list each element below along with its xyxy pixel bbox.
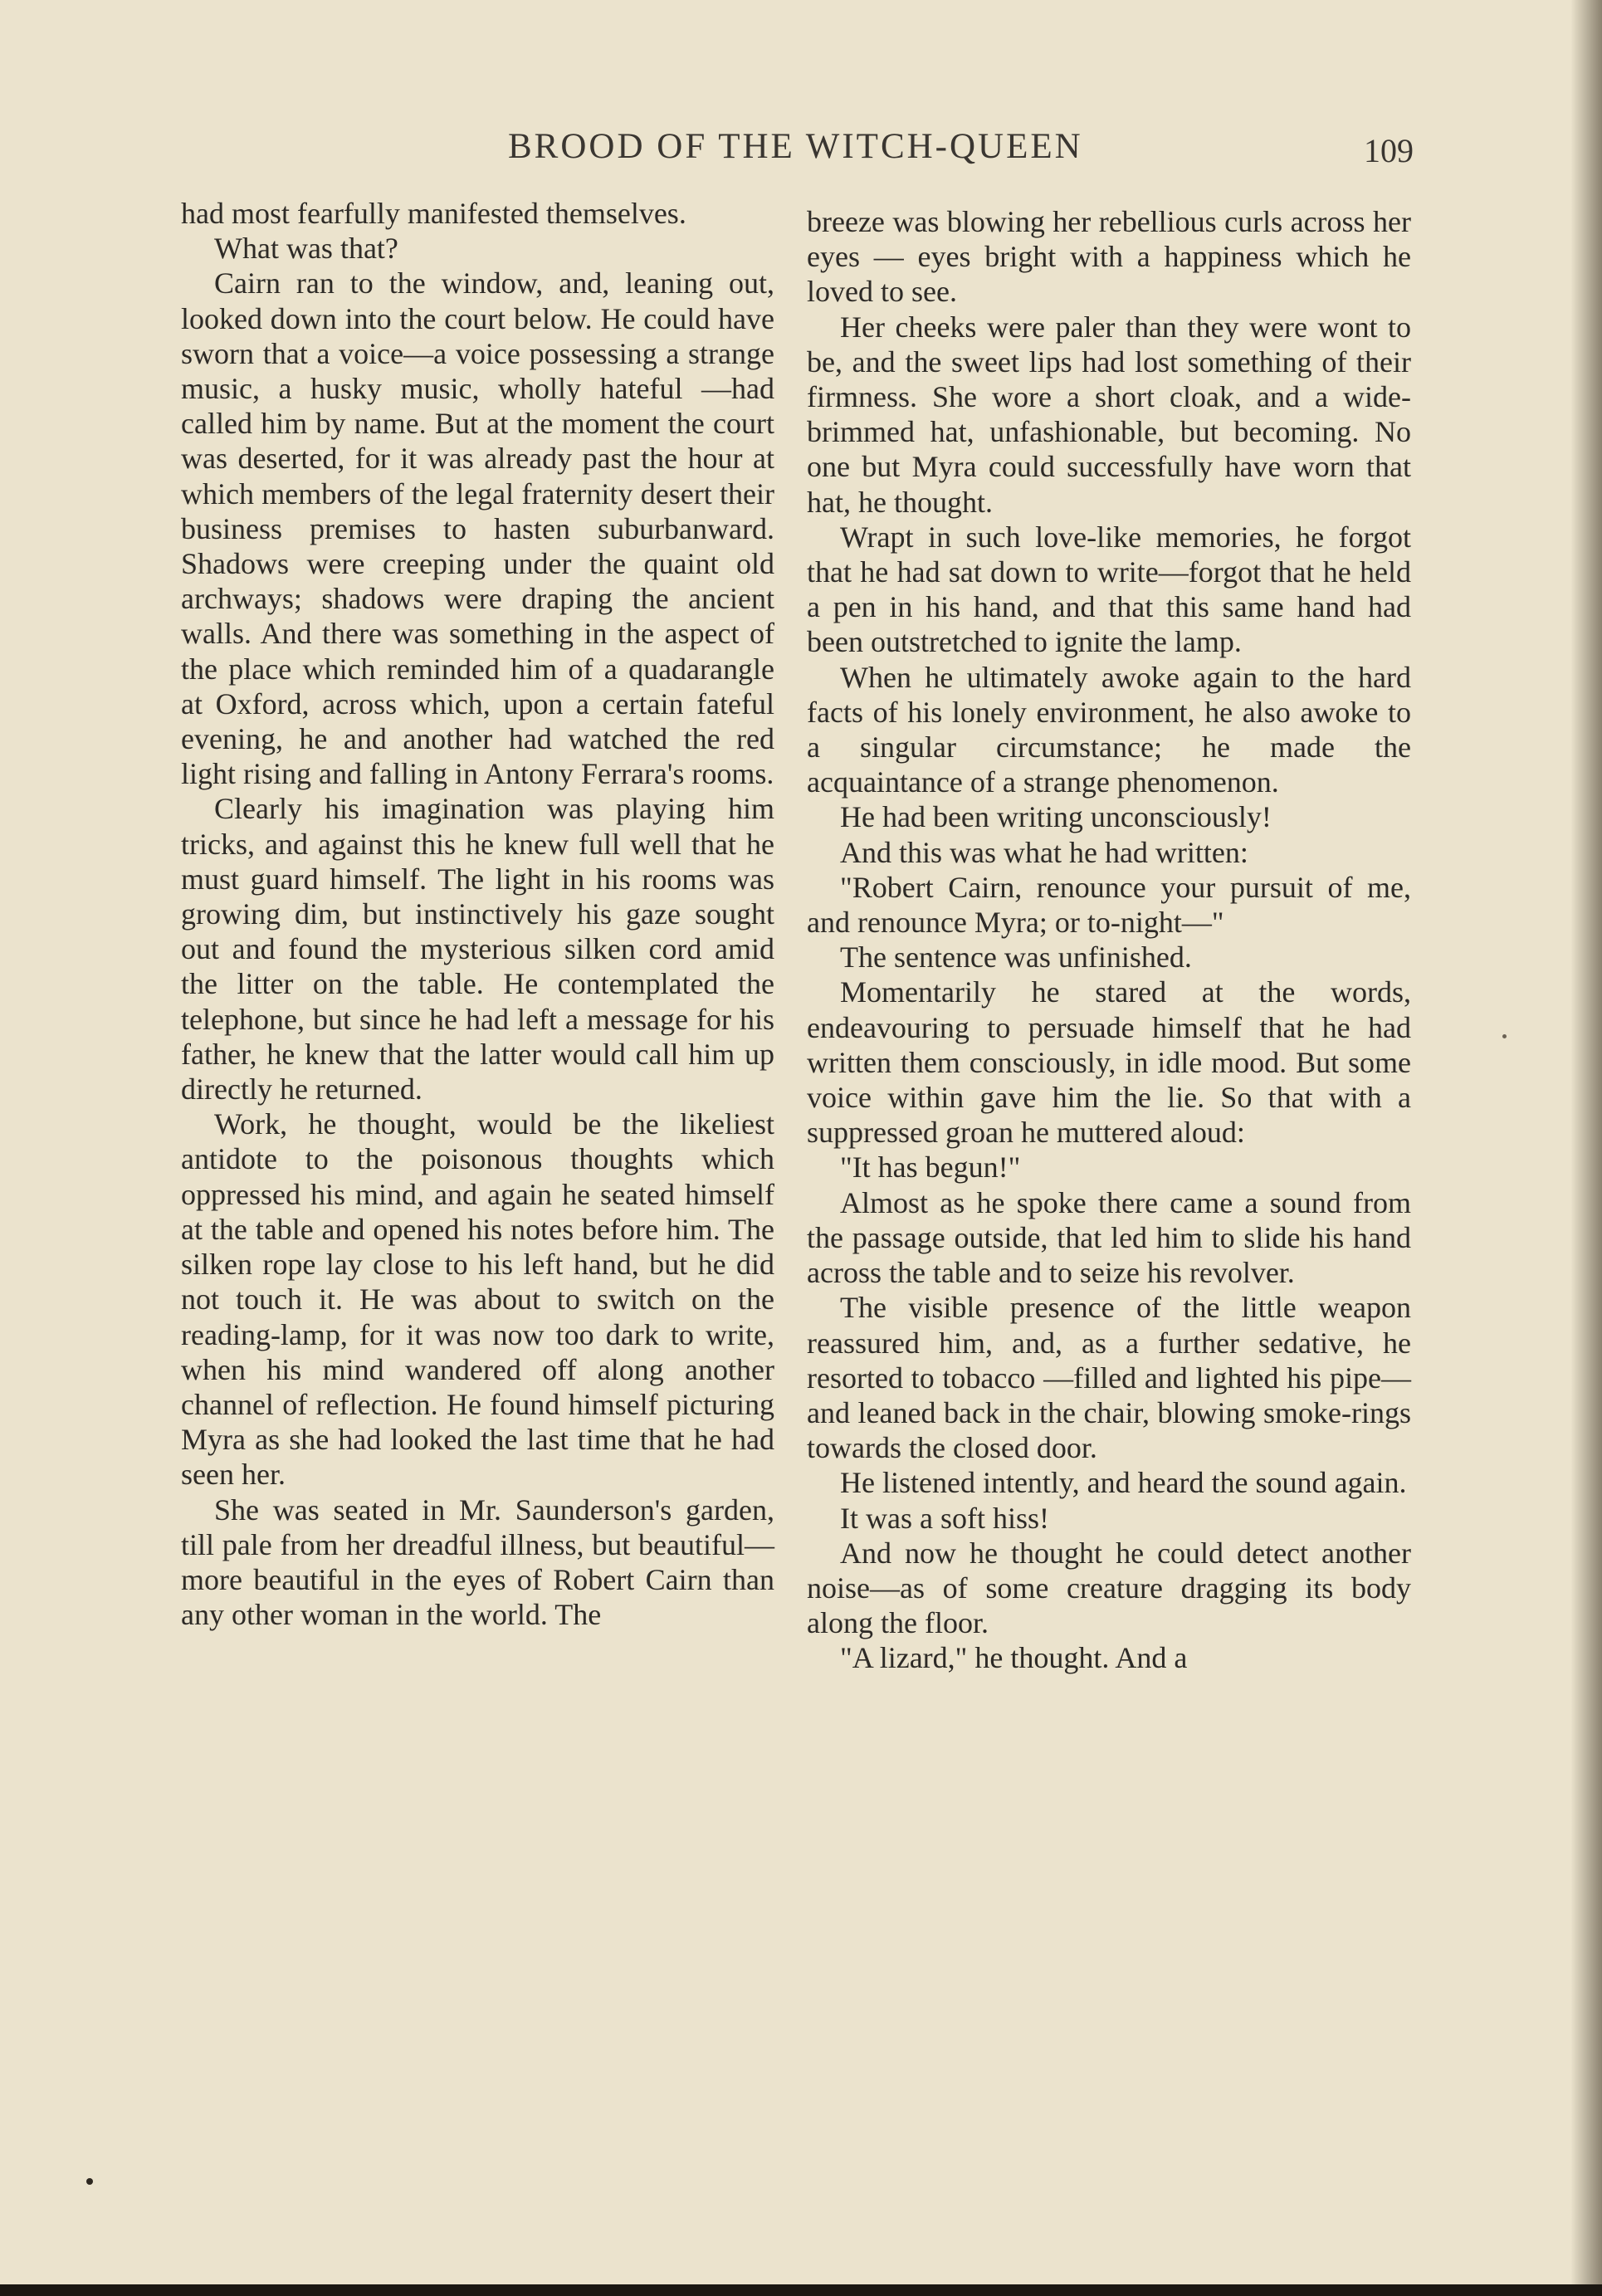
paragraph: And now he thought he could detect another noise—as of some creature dragging its body along the floor. — [807, 1536, 1411, 1640]
ink-speck — [86, 2178, 93, 2185]
paragraph: He had been writing unconsciously! — [840, 800, 1272, 834]
paragraph: had most fearfully manifested themselves. — [181, 197, 686, 230]
paragraph: Cairn ran to the window, and, leaning out, looked down into the court below. He could have sworn that a voice—a voice possessing a strange music, a husky music, wholly hateful —had called him by name. But at the moment the court was deserted, for it was already past the hour at which members of the legal fraternity desert their business premises to hasten suburbanward. Shadows were creeping under the quaint old archways; shadows were draping the ancient walls. And there was something in the aspect of the place which reminded him of a quadarangle at Oxford, across which, upon a certain fateful evening, he and another had watched the red light rising and falling in Antony Ferrara's rooms. — [181, 266, 774, 791]
running-title: BROOD OF THE WITCH-QUEEN — [508, 127, 1083, 166]
paragraph: What was that? — [214, 232, 398, 266]
paragraph: And this was what he had written: — [840, 835, 1248, 869]
paragraph: "A lizard," he thought. And a — [840, 1641, 1188, 1675]
paragraph: breeze was blowing her rebellious curls across her eyes — eyes bright with a happiness which he loved to see. — [807, 205, 1411, 309]
paragraph: Wrapt in such love-like memories, he forgot that he had sat down to write—forgot that he held a pen in his hand, and that this same hand had been outstretched to ignite the lamp. — [807, 520, 1411, 659]
paragraph: It was a soft hiss! — [840, 1501, 1049, 1535]
scan-border — [0, 2284, 1602, 2296]
running-head — [0, 126, 1602, 176]
page-number: 109 — [1364, 132, 1414, 169]
ink-speck — [1502, 1034, 1507, 1038]
paragraph: Work, he thought, would be the likeliest antidote to the poisonous thoughts which oppressed his mind, and again he seated himself at the table and opened his notes before him. The silken rope lay close to his left hand, but he did not touch it. He was about to switch on the reading-lamp, for it was now too dark to write, when his mind wandered off along another channel of reflection. He found himself picturing Myra as she had looked the last time that he had seen her. — [181, 1107, 774, 1492]
paragraph: Clearly his imagination was playing him tricks, and against this he knew full well that he must guard himself. The light in his rooms was growing dim, but instinctively his gaze sought out and found the mysterious silken cord amid the litter on the table. He contemplated the telephone, but since he had left a message for his father, he knew that the latter would call him up directly he returned. — [181, 792, 774, 1106]
left-column — [181, 196, 774, 1632]
paragraph: The sentence was unfinished. — [840, 940, 1192, 975]
paragraph: When he ultimately awoke again to the hard facts of his lonely environment, he also awoke to a singular circumstance; he made the acquaintance of a strange phenomenon. — [807, 660, 1411, 799]
paragraph: Almost as he spoke there came a sound from the passage outside, that led him to slide his hand across the table and to seize his revolver. — [807, 1185, 1411, 1290]
paragraph: She was seated in Mr. Saunderson's garden, till pale from her dreadful illness, but beautiful—more beautiful in the eyes of Robert Cairn than any other woman in the world. The — [181, 1492, 774, 1632]
paragraph: Her cheeks were paler than they were wont to be, and the sweet lips had lost something of their firmness. She wore a short cloak, and a wide-brimmed hat, unfashionable, but becoming. No one but Myra could successfully have worn that hat, he thought. — [807, 310, 1411, 519]
paragraph: He listened intently, and heard the sound again. — [840, 1466, 1407, 1500]
paragraph: The visible presence of the little weapon reassured him, and, as a further sedative, he resorted to tobacco —filled and lighted his pipe—and leaned back in the chair, blowing smoke-rings towards the closed door. — [807, 1291, 1411, 1465]
right-column — [807, 204, 1411, 1676]
paragraph: "It has begun!" — [840, 1150, 1021, 1185]
paragraph: Momentarily he stared at the words, endeavouring to persuade himself that he had written them consciously, in idle mood. But some voice within gave him the lie. So that with a suppressed groan he muttered aloud: — [807, 975, 1411, 1150]
quoted-message: "Robert Cairn, renounce your pursuit of me, and renounce Myra; or to-night—" — [807, 870, 1411, 940]
page-edge-shadow — [1570, 0, 1602, 2296]
